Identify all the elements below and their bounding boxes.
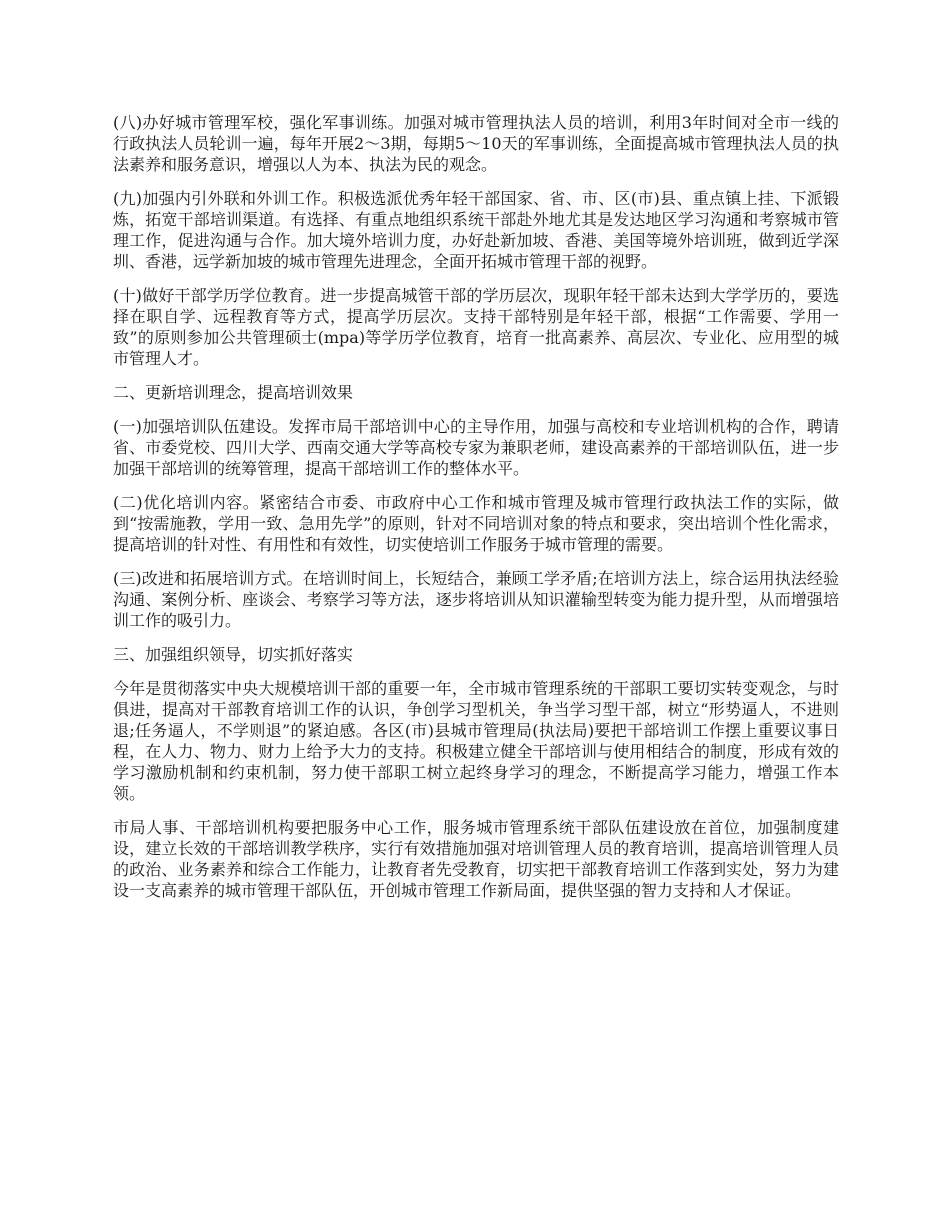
paragraph-8-military-training: (八)办好城市管理军校，强化军事训练。加强对城市管理执法人员的培训，利用3年时间对全市一线的行政执法人员轮训一遍，每年开展2～3期，每期5～10天的军事训练，全面提高城市管理执法人员的执法素养和服务意识，增强以人为本、执法为民的观念。: [113, 113, 839, 174]
paragraph-leadership: 今年是贯彻落实中央大规模培训干部的重要一年，全市城市管理系统的干部职工要切实转变观念，与时俱进，提高对干部教育培训工作的认识，争创学习型机关，争当学习型干部，树立“形势逼人，不进则退;任务逼人，不学则退”的紧迫感。各区(市)县城市管理局(执法局)要把干部培训工作摆上重要议事日程，在人力、物力、财力上给予大力的支持。积极建立健全干部培训与使用相结合的制度，形成有效的学习激励机制和约束机制，努力使干部职工树立起终身学习的理念，不断提高学习能力，增强工作本领。: [113, 679, 839, 803]
paragraph-3-training-methods: (三)改进和拓展培训方式。在培训时间上，长短结合，兼顾工学矛盾;在培训方法上，综合运用执法经验沟通、案例分析、座谈会、考察学习等方法，逐步将培训从知识灌输型转变为能力提升型，从而增强培训工作的吸引力。: [113, 569, 839, 630]
document-body: [113, 112, 839, 914]
section-heading-3: 三、加强组织领导，切实抓好落实: [113, 645, 354, 664]
paragraph-9-external-training: (九)加强内引外联和外训工作。积极选派优秀年轻干部国家、省、市、区(市)县、重点镇上挂、下派锻炼，拓宽干部培训渠道。有选择、有重点地组织系统干部赴外地尤其是发达地区学习沟通和考察城市管理工作，促进沟通与合作。加大境外培训力度，办好赴新加坡、香港、美国等境外培训班，做到近学深圳、香港，远学新加坡的城市管理先进理念，全面开拓城市管理干部的视野。: [113, 189, 839, 271]
paragraph-10-degree-education: (十)做好干部学历学位教育。进一步提高城管干部的学历层次，现职年轻干部未达到大学学历的，要选择在职自学、远程教育等方式，提高学历层次。支持干部特别是年轻干部，根据“工作需要、学用一致”的原则参加公共管理硕士(mpa)等学历学位教育，培育一批高素养、高层次、专业化、应用型的城市管理人才。: [113, 286, 839, 368]
section-heading-2: 二、更新培训理念，提高培训效果: [113, 383, 354, 402]
paragraph-implementation: 市局人事、干部培训机构要把服务中心工作，服务城市管理系统干部队伍建设放在首位，加强制度建设，建立长效的干部培训教学秩序，实行有效措施加强对培训管理人员的教育培训，提高培训管理人员的政治、业务素养和综合工作能力，让教育者先受教育，切实把干部教育培训工作落到实处，努力为建设一支高素养的城市管理干部队伍，开创城市管理工作新局面，提供坚强的智力支持和人才保证。: [113, 818, 839, 900]
paragraph-1-training-team: (一)加强培训队伍建设。发挥市局干部培训中心的主导作用，加强与高校和专业培训机构的合作，聘请省、市委党校、四川大学、西南交通大学等高校专家为兼职老师，建设高素养的干部培训队伍，进一步加强干部培训的统筹管理，提高干部培训工作的整体水平。: [113, 417, 839, 478]
paragraph-2-training-content: (二)优化培训内容。紧密结合市委、市政府中心工作和城市管理及城市管理行政执法工作的实际，做到“按需施教，学用一致、急用先学”的原则，针对不同培训对象的特点和要求，突出培训个性化需求，提高培训的针对性、有用性和有效性，切实使培训工作服务于城市管理的需要。: [113, 493, 839, 554]
